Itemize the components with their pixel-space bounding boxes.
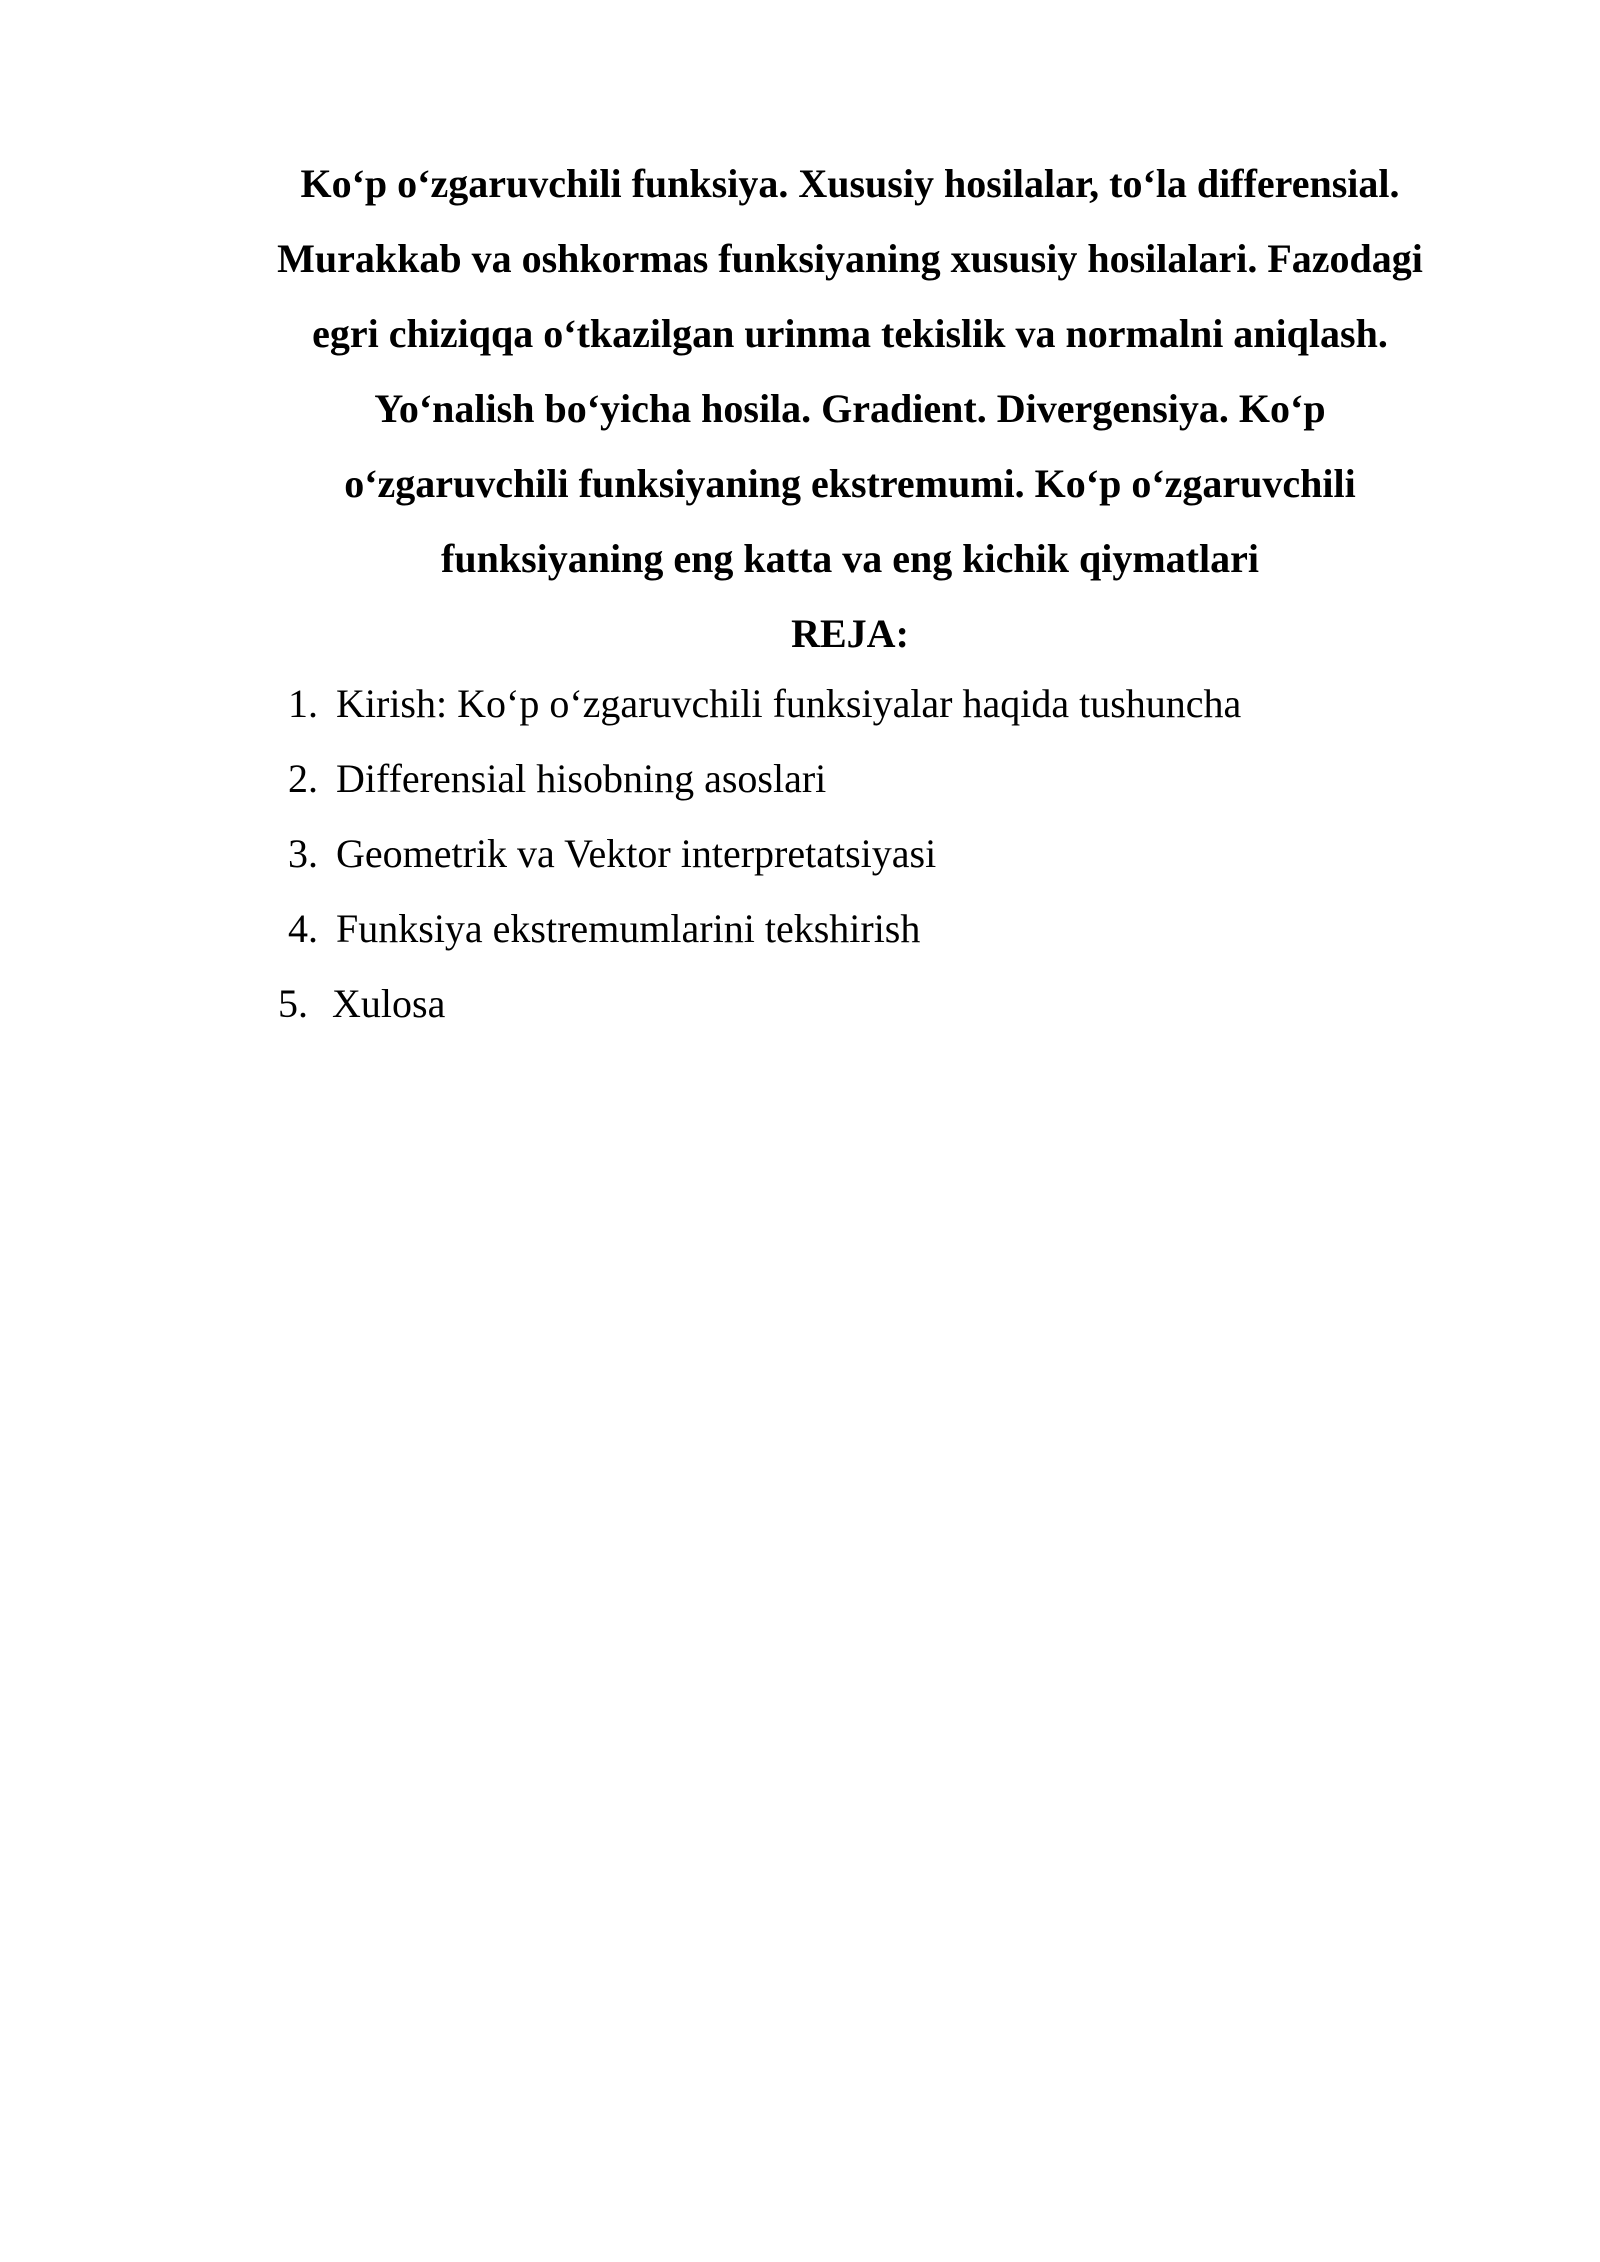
list-item-text: Kirish: Ko‘p o‘zgaruvchili funksiyalar haqida tushuncha — [336, 681, 1242, 726]
title-line: funksiyaning eng katta va eng kichik qiymatlari — [441, 536, 1259, 581]
list-item — [270, 816, 1241, 891]
title-line: Yo‘nalish bo‘yicha hosila. Gradient. Divergensiya. Ko‘p — [374, 386, 1326, 431]
list-item-text: Geometrik va Vektor interpretatsiyasi — [336, 831, 937, 876]
plan-heading: REJA: — [791, 611, 909, 656]
list-item-number: 4. — [288, 906, 318, 951]
list-item-text: Xulosa — [332, 981, 446, 1026]
list-item-number: 1. — [288, 681, 318, 726]
title-line: Ko‘p o‘zgaruvchili funksiya. Xususiy hosilalar, to‘la differensial. — [300, 161, 1400, 206]
title-line: egri chiziqqa o‘tkazilgan urinma tekislik va normalni aniqlash. — [312, 311, 1388, 356]
title-line: o‘zgaruvchili funksiyaning ekstremumi. Ko‘p o‘zgaruvchili — [344, 461, 1356, 506]
title-line: Murakkab va oshkormas funksiyaning xususiy hosilalari. Fazodagi — [277, 236, 1423, 281]
list-item-text: Differensial hisobning asoslari — [336, 756, 827, 801]
list-item-number: 5. — [278, 981, 308, 1026]
list-item — [270, 966, 1241, 1041]
list-item-number: 3. — [288, 831, 318, 876]
list-item-number: 2. — [288, 756, 318, 801]
list-item — [270, 741, 1241, 816]
document-title — [230, 146, 1470, 596]
list-item-text: Funksiya ekstremumlarini tekshirish — [336, 906, 921, 951]
list-item — [270, 891, 1241, 966]
plan-list — [270, 666, 1241, 1041]
list-item — [270, 666, 1241, 741]
